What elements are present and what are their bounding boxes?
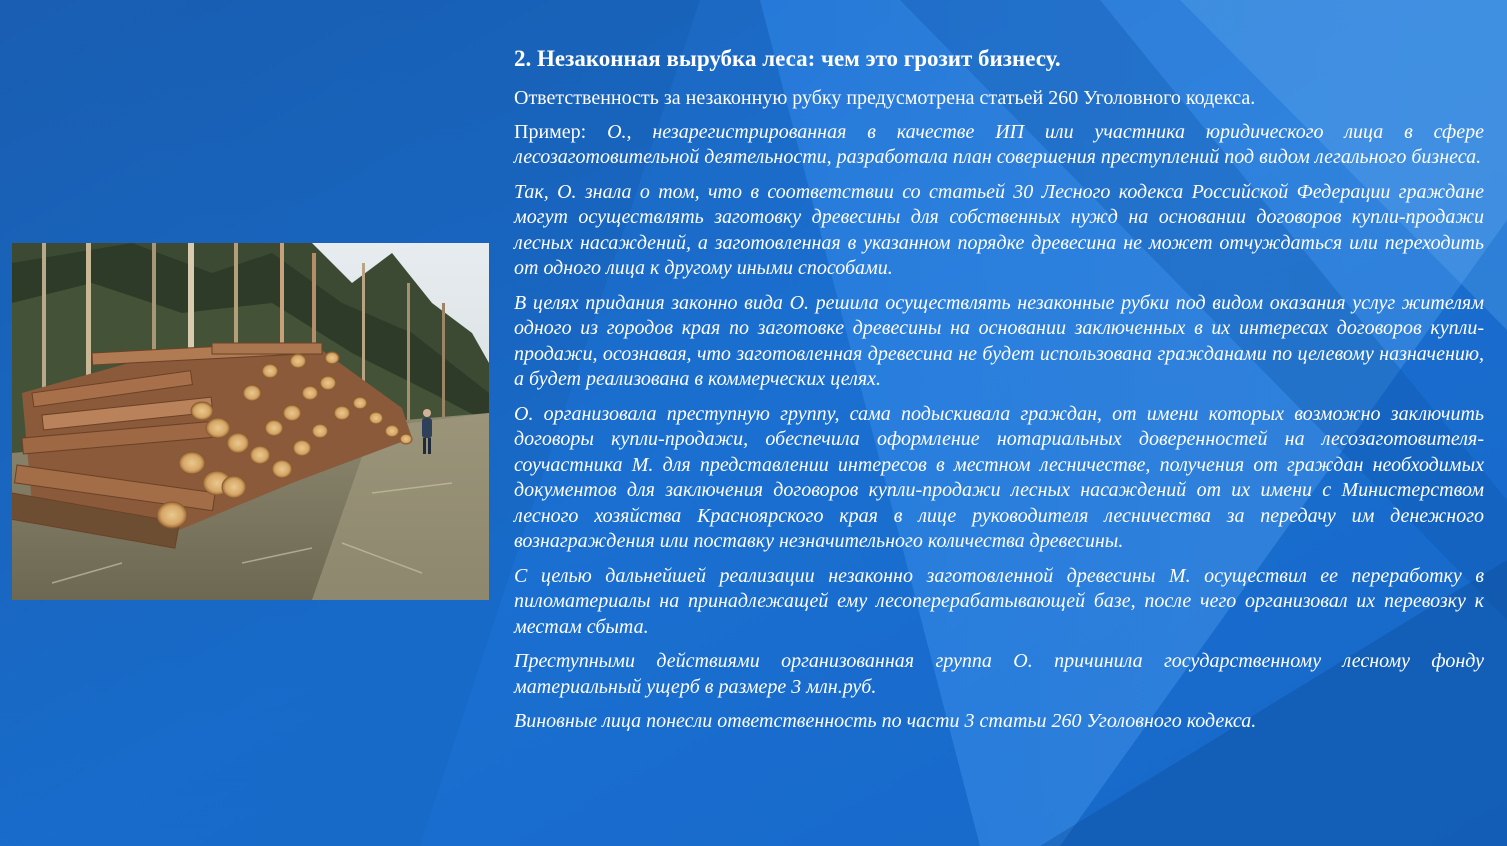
paragraph-2: В целях придания законно вида О. решила осуществлять незаконные рубки под видом оказания услуг жителям одного из городов края по заготовке древесины на основании заключенных в их интересах договоров купли-продажи, осознавая, что заготовленная древесина не будет использована гражданами по целевому назначению, а будет реализована в коммерческих целях.: [514, 291, 1484, 390]
slide-title: 2. Незаконная вырубка леса: чем это грозит бизнесу.: [514, 46, 1061, 71]
example-paragraph: [514, 120, 1484, 171]
text-content: [514, 44, 1484, 744]
paragraph-1: Так, О. знала о том, что в соответствии со статьей 30 Лесного кодекса Российской Федерации граждане могут осуществлять заготовку древесины для собственных нужд на основании договоров купли-продажи лесных насаждений, а заготовленная в указанном порядке древесина не может отчуждаться или переходить от одного лица к другому иными способами.: [514, 180, 1484, 279]
paragraph-5: Преступными действиями организованная группа О. причинила государственному лесному фонду материальный ущерб в размере 3 млн.руб.: [514, 650, 1484, 698]
intro-paragraph: Ответственность за незаконную рубку предусмотрена статьей 260 Уголовного кодекса.: [514, 87, 1256, 109]
paragraph-4: С целью дальнейшей реализации незаконно заготовленной древесины М. осуществил ее переработку в пиломатериалы на принадлежащей ему лесоперерабатывающей базе, после чего организовал их перевозку к местам сбыта.: [514, 564, 1484, 638]
paragraph-3: О. организовала преступную группу, сама подыскивала граждан, от имени которых возможно заключить договоры купли-продажи, обеспечила оформление нотариальных доверенностей на лесозаготовителя-соучастника М. для представлении интересов в местном лесничестве, получения от граждан необходимых документов для заключения договоров купли-продажи лесных насаждений от их имени с Министерством лесного хозяйства Красноярского края в лице руководителя лесничества за передачу им денежного вознаграждения или поставку незначительного количества древесины.: [514, 402, 1484, 552]
example-text: О., незарегистрированная в качестве ИП или участника юридического лица в сфере лесозаготовительной деятельности, разработала план совершения преступлений под видом легального бизнеса.: [514, 120, 1484, 168]
example-label: Пример:: [514, 120, 608, 143]
logging-site-photo: [12, 243, 489, 600]
paragraph-6: Виновные лица понесли ответственность по части 3 статьи 260 Уголовного кодекса.: [514, 710, 1257, 732]
